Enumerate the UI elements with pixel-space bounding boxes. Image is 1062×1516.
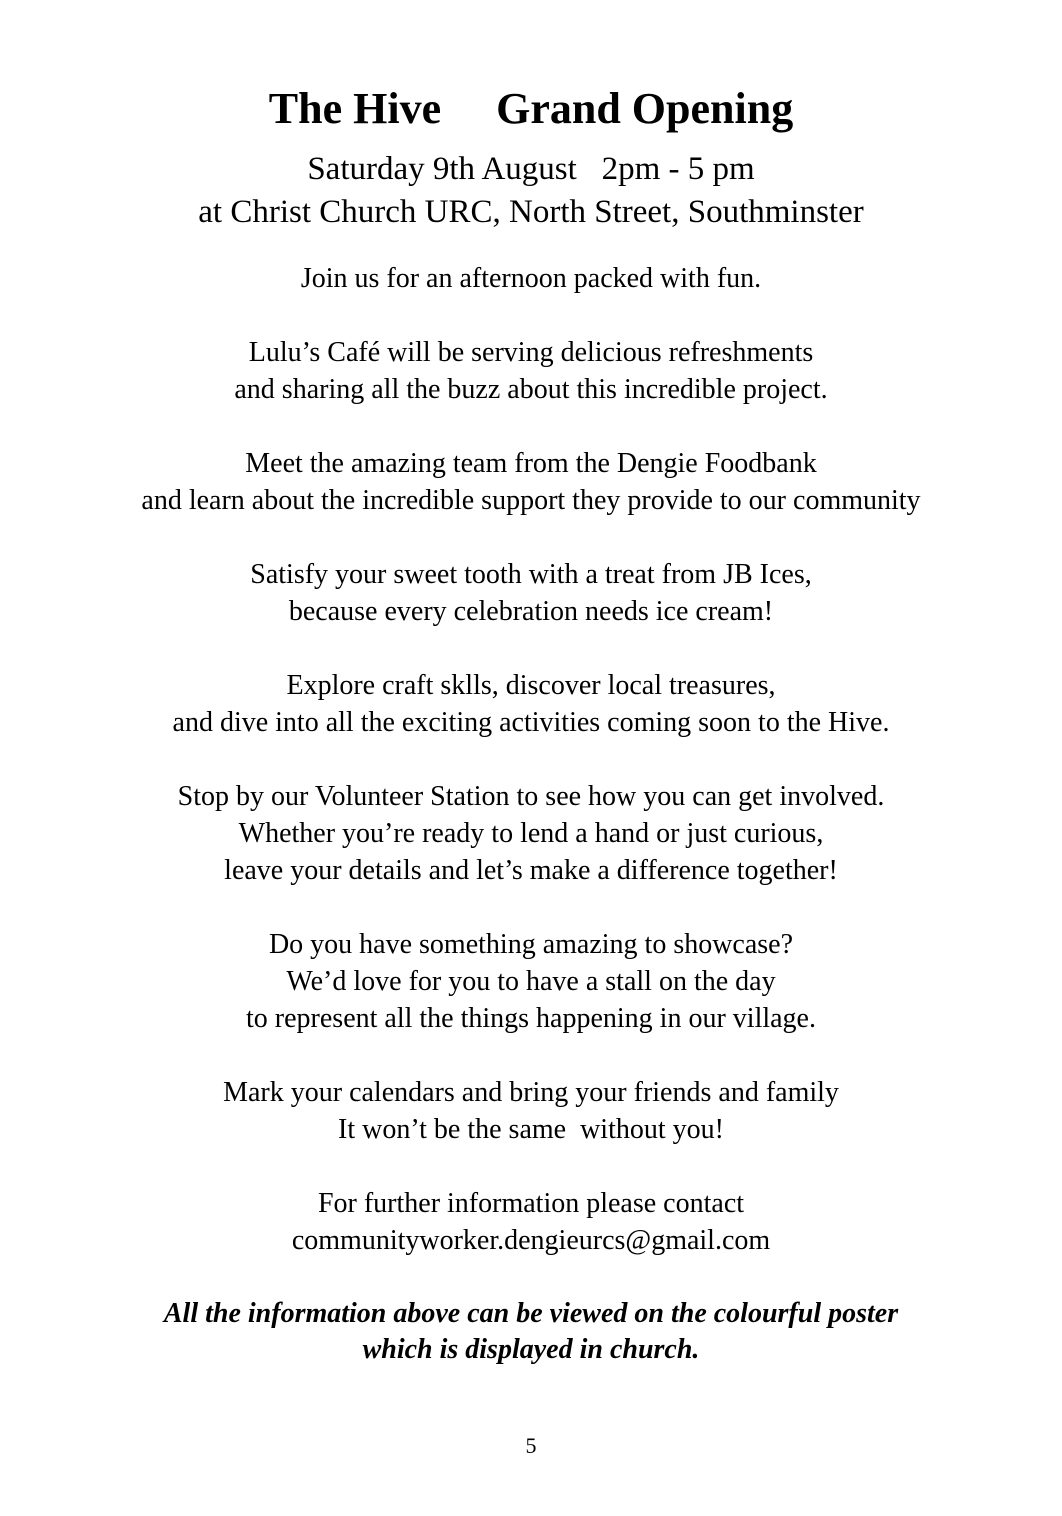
page-title: The Hive Grand Opening: [268, 84, 794, 133]
paragraph-line: Join us for an afternoon packed with fun.: [300, 263, 762, 294]
event-venue: at Christ Church URC, North Street, Southminster: [198, 194, 864, 230]
paragraph-volunteer: [0, 778, 1062, 889]
note-line: which is displayed in church.: [362, 1334, 700, 1365]
paragraph-line: Mark your calendars and bring your friends and family: [223, 1077, 839, 1108]
paragraph-line: leave your details and let’s make a difference together!: [224, 855, 838, 886]
paragraph-cafe: [0, 334, 1062, 408]
paragraph-line: We’d love for you to have a stall on the day: [286, 966, 776, 997]
paragraph-ices: [0, 556, 1062, 630]
paragraph-line: For further information please contact: [317, 1188, 745, 1219]
paragraph-line: and dive into all the exciting activities coming soon to the Hive.: [172, 707, 890, 738]
paragraph-stall: [0, 926, 1062, 1037]
paragraph-line: Satisfy your sweet tooth with a treat from JB Ices,: [250, 559, 812, 590]
paragraph-line: Lulu’s Café will be serving delicious refreshments: [248, 337, 814, 368]
poster-note: [0, 1296, 1062, 1368]
paragraph-intro: [0, 260, 1062, 297]
paragraph-calendar: [0, 1074, 1062, 1148]
event-date-time: Saturday 9th August 2pm - 5 pm: [307, 151, 755, 187]
event-details: [0, 148, 1062, 234]
body-text: [0, 260, 1062, 1259]
paragraph-contact: [0, 1185, 1062, 1259]
paragraph-line: Meet the amazing team from the Dengie Foodbank: [245, 448, 817, 479]
paragraph-line: Explore craft sklls, discover local treasures,: [286, 670, 776, 701]
page-number: 5: [525, 1433, 537, 1458]
paragraph-line: Do you have something amazing to showcase?: [268, 929, 794, 960]
paragraph-line: Stop by our Volunteer Station to see how you can get involved.: [177, 781, 885, 812]
paragraph-crafts: [0, 667, 1062, 741]
paragraph-line: to represent all the things happening in our village.: [246, 1003, 816, 1034]
paragraph-line: and sharing all the buzz about this incredible project.: [234, 374, 828, 405]
paragraph-line: and learn about the incredible support they provide to our community: [141, 485, 921, 516]
paragraph-foodbank: [0, 445, 1062, 519]
contact-email: communityworker.dengieurcs@gmail.com: [291, 1225, 771, 1256]
paragraph-line: Whether you’re ready to lend a hand or just curious,: [238, 818, 824, 849]
note-line: All the information above can be viewed on the colourful poster: [163, 1298, 899, 1329]
paragraph-line: It won’t be the same without you!: [338, 1114, 724, 1145]
paragraph-line: because every celebration needs ice cream!: [288, 596, 774, 627]
